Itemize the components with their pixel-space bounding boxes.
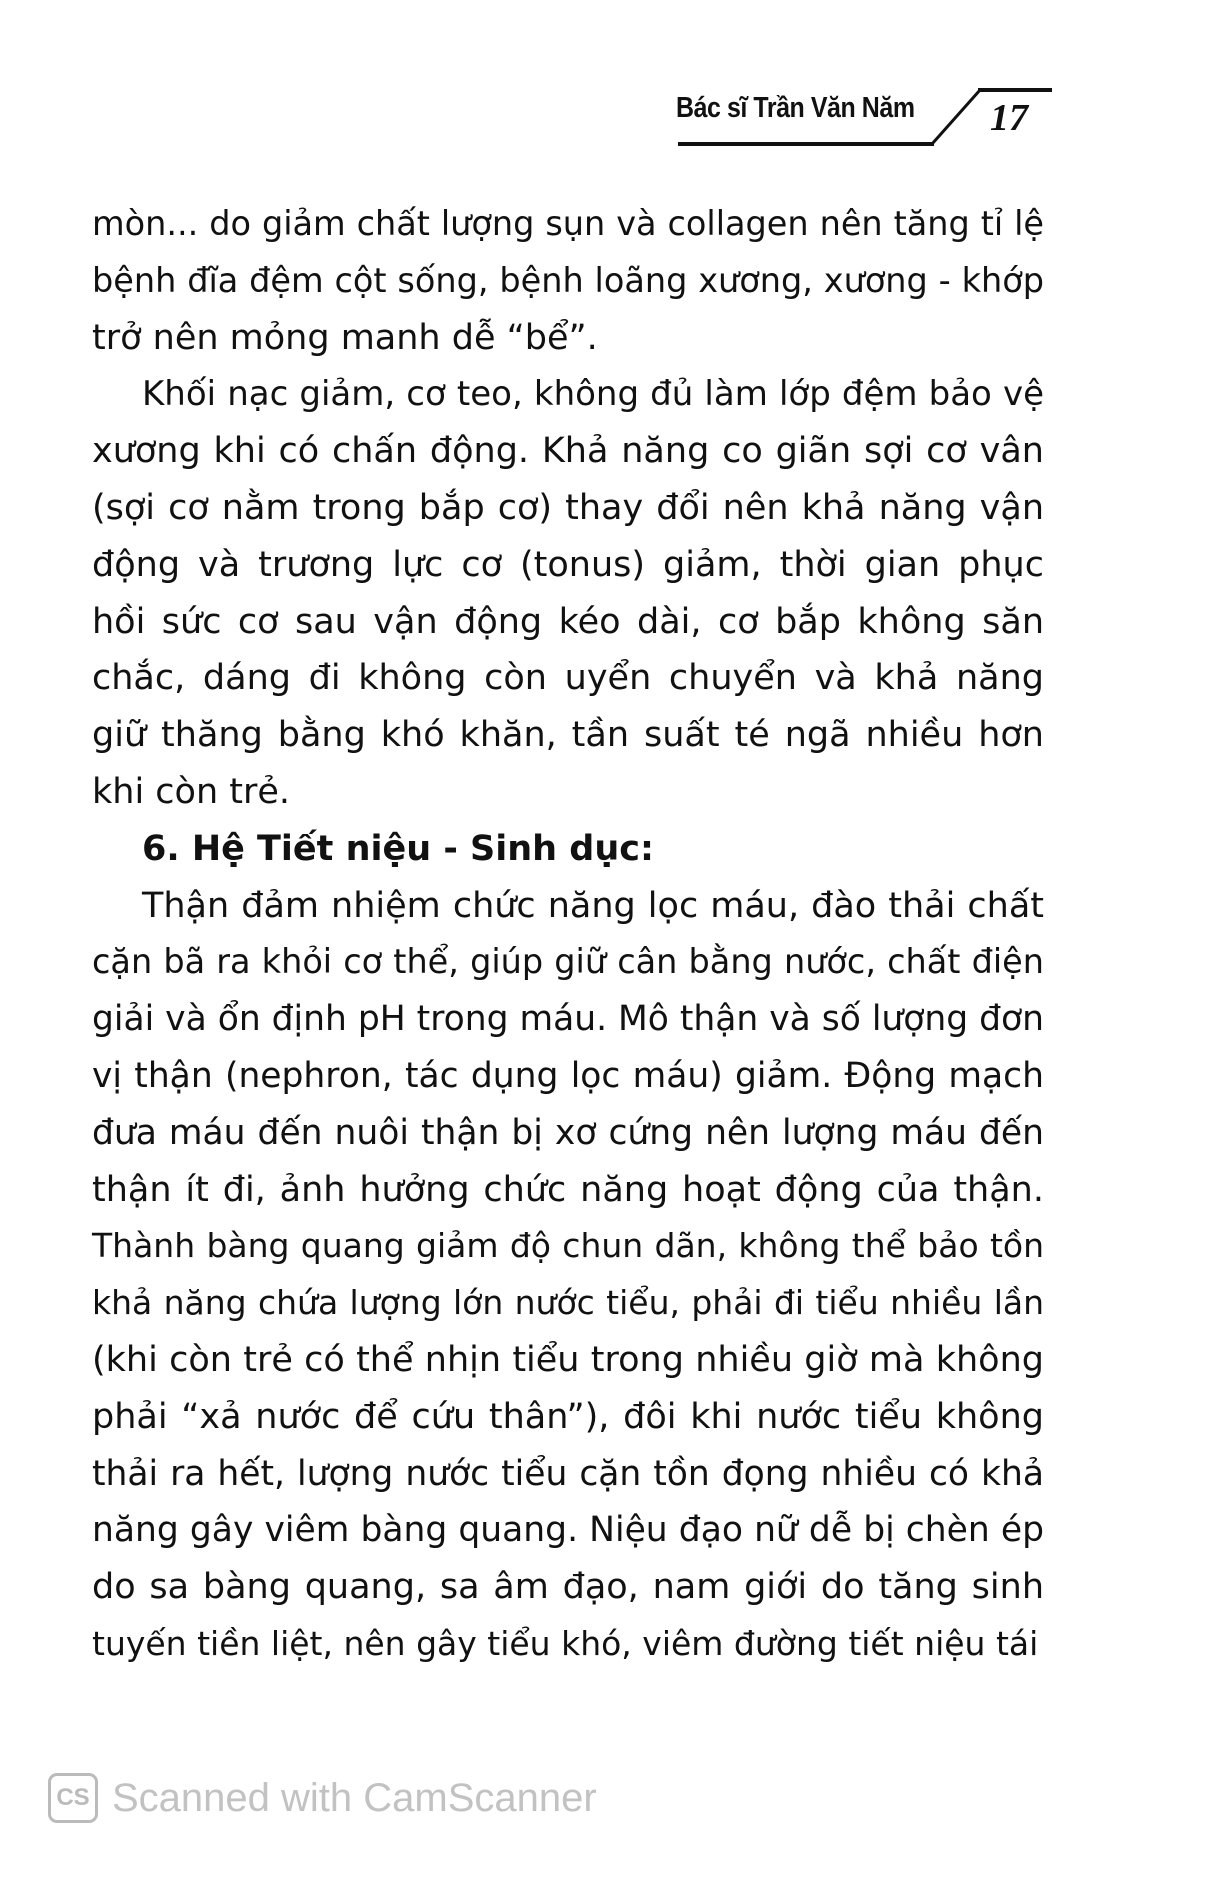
text-line: đưa máu đến nuôi thận bị xơ cứng nên lượng máu đến [92, 1112, 1044, 1153]
running-header [672, 84, 1052, 148]
camscanner-watermark [48, 1768, 597, 1828]
page-number: 17 [990, 97, 1028, 139]
text-line: khi còn trẻ. [92, 771, 291, 812]
section-heading: 6. Hệ Tiết niệu - Sinh dục: [142, 828, 654, 869]
text-line: (sợi cơ nằm trong bắp cơ) thay đổi nên khả năng vận [92, 487, 1044, 528]
body-text [92, 196, 1044, 1673]
text-line: giải và ổn định pH trong máu. Mô thận và số lượng đơn [92, 999, 1044, 1040]
text-line: Thận đảm nhiệm chức năng lọc máu, đào thải chất [142, 885, 1044, 926]
camscanner-logo-icon: CS [48, 1773, 98, 1823]
text-line: phải “xả nước để cứu thân”), đôi khi nước tiểu không [92, 1396, 1044, 1437]
text-line: Khối nạc giảm, cơ teo, không đủ làm lớp đệm bảo vệ [142, 374, 1044, 415]
text-line: hồi sức cơ sau vận động kéo dài, cơ bắp không săn [92, 601, 1044, 642]
text-line: thận ít đi, ảnh hưởng chức năng hoạt động của thận. [92, 1169, 1044, 1210]
text-line: Thành bàng quang giảm độ chun dãn, không thể bảo tồn [92, 1226, 1044, 1266]
text-line: tuyến tiền liệt, nên gây tiểu khó, viêm đường tiết niệu tái [92, 1623, 1039, 1663]
text-line: khả năng chứa lượng lớn nước tiểu, phải đi tiểu nhiều lần [92, 1283, 1044, 1323]
text-line: chắc, dáng đi không còn uyển chuyển và khả năng [92, 658, 1044, 699]
text-line: năng gây viêm bàng quang. Niệu đạo nữ dễ bị chèn ép [92, 1510, 1044, 1551]
text-line: (khi còn trẻ có thể nhịn tiểu trong nhiều giờ mà không [92, 1339, 1044, 1380]
watermark-text: Scanned with CamScanner [112, 1775, 597, 1820]
text-line: động và trương lực cơ (tonus) giảm, thời gian phục [92, 544, 1044, 585]
text-line: cặn bã ra khỏi cơ thể, giúp giữ cân bằng nước, chất điện [92, 942, 1044, 982]
text-line: vị thận (nephron, tác dụng lọc máu) giảm. Động mạch [92, 1055, 1044, 1096]
paragraph [92, 196, 1044, 366]
text-line: xương khi có chấn động. Khả năng co giãn sợi cơ vân [92, 431, 1044, 472]
text-line: mòn... do giảm chất lượng sụn và collagen nên tăng tỉ lệ [92, 204, 1044, 243]
text-line: do sa bàng quang, sa âm đạo, nam giới do tăng sinh [92, 1567, 1044, 1608]
paragraph [92, 878, 1044, 1673]
text-line: trở nên mỏng manh dễ “bể”. [92, 317, 598, 358]
header-author: Bác sĩ Trần Văn Năm [676, 92, 915, 124]
text-line: bệnh đĩa đệm cột sống, bệnh loãng xương, xương - khớp [92, 260, 1044, 300]
text-line: giữ thăng bằng khó khăn, tần suất té ngã nhiều hơn [92, 715, 1044, 756]
text-line: thải ra hết, lượng nước tiểu cặn tồn đọng nhiều có khả [92, 1453, 1044, 1494]
paragraph [92, 366, 1044, 820]
